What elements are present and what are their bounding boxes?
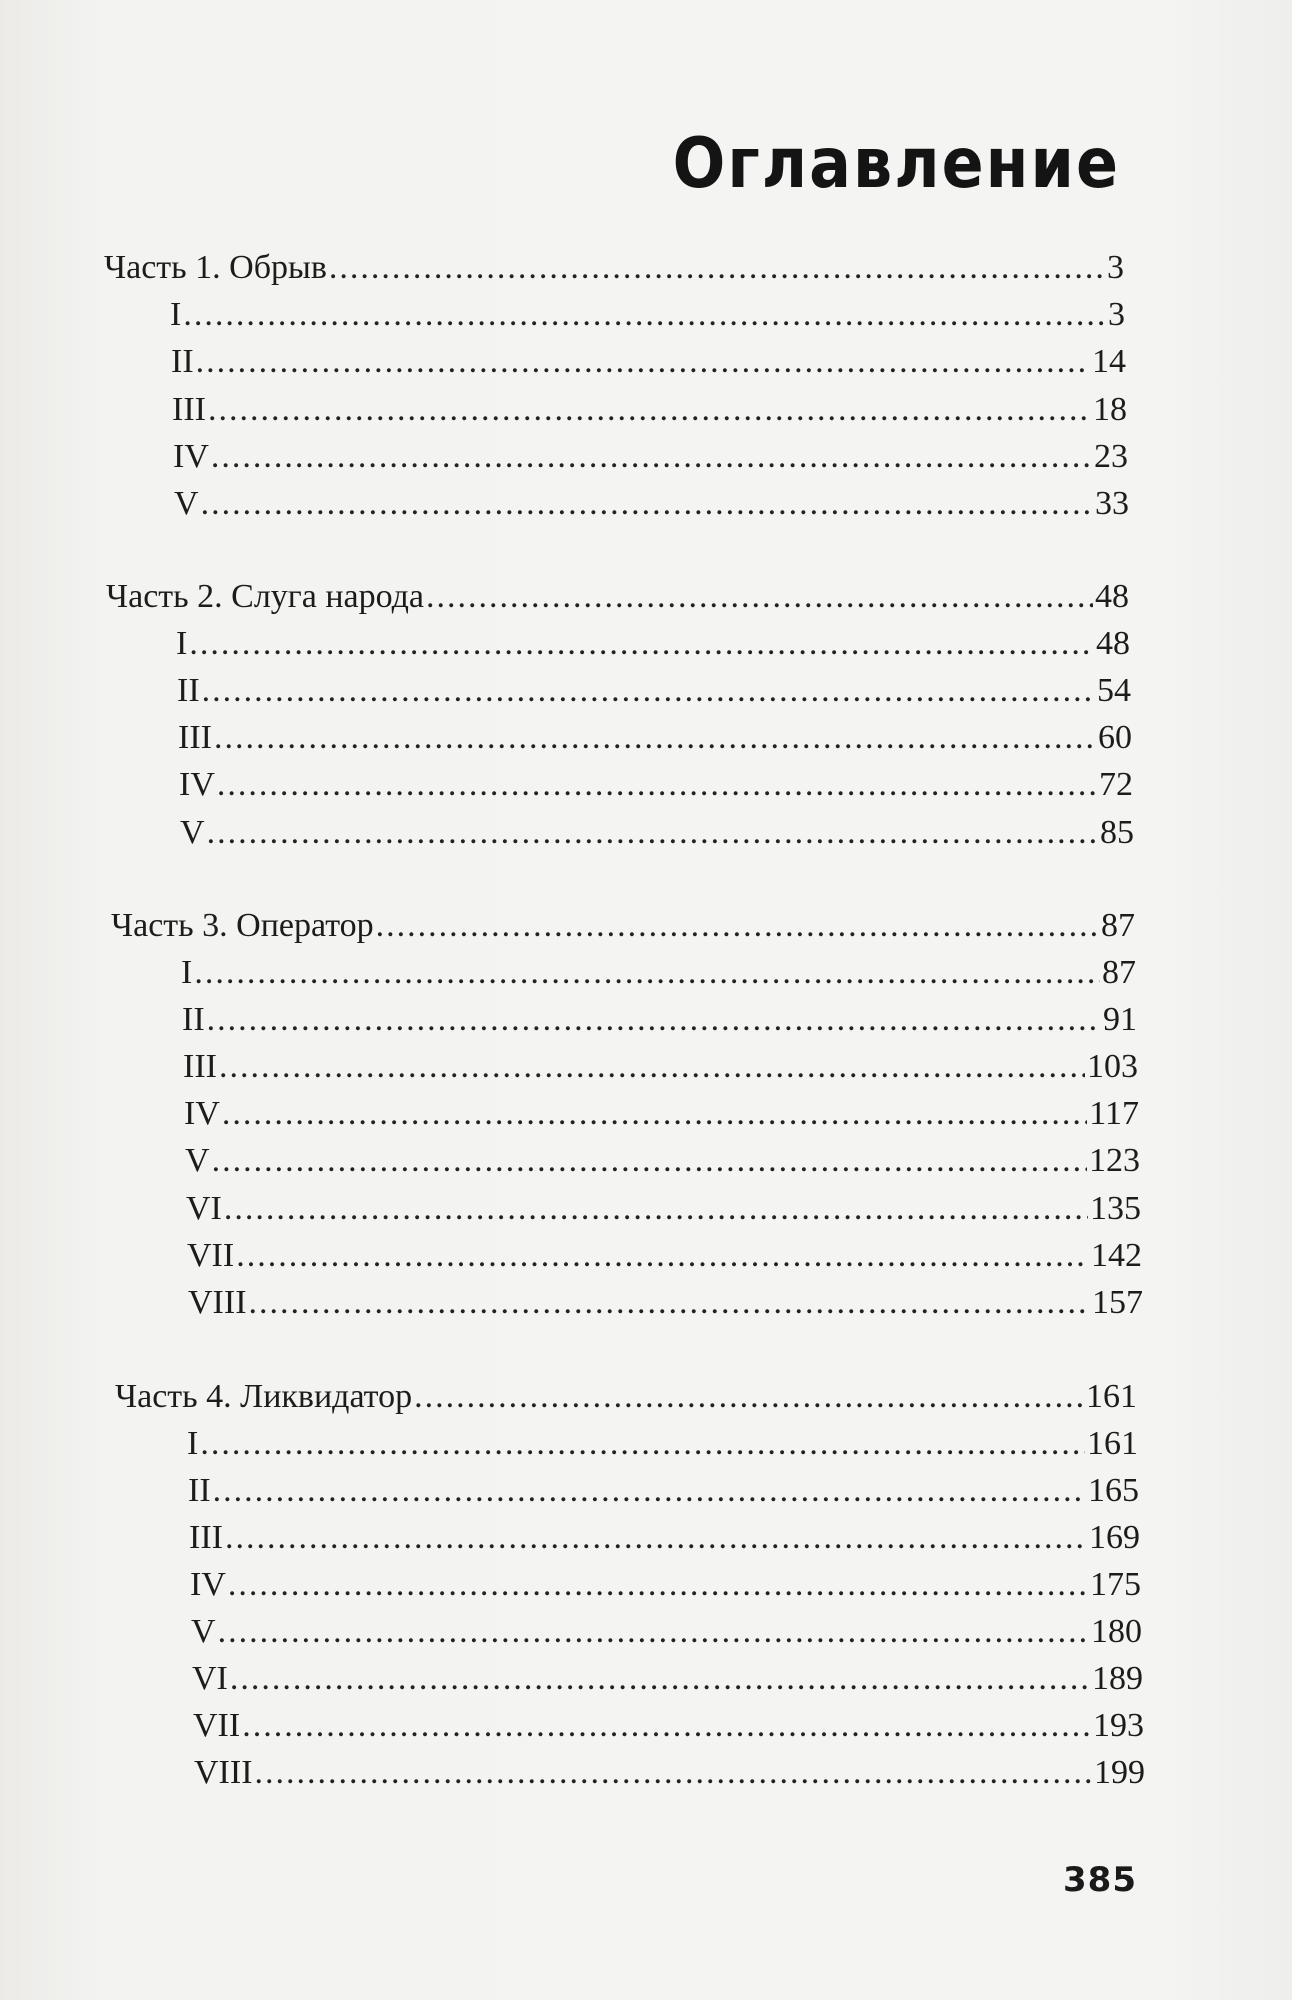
chapter-label: III (178, 719, 212, 756)
chapter-label: III (189, 1519, 223, 1556)
page-number: 385 (1063, 1860, 1137, 1900)
chapter-label: VIII (188, 1284, 247, 1321)
dot-leader (414, 1377, 1084, 1417)
toc-chapter (185, 1141, 1140, 1181)
dot-leader (329, 248, 1105, 288)
chapter-label: II (182, 1001, 205, 1038)
toc-part-3 (111, 906, 1135, 946)
page-ref: 193 (1093, 1707, 1144, 1744)
dot-leader (211, 437, 1092, 477)
page-ref: 3 (1107, 249, 1124, 286)
toc-chapter (173, 437, 1128, 477)
toc-chapter (193, 1706, 1144, 1746)
chapter-label: V (174, 485, 199, 522)
part-title: Часть 4. Ликвидатор (115, 1378, 413, 1415)
page-ref: 189 (1092, 1660, 1143, 1697)
toc-part-1 (104, 248, 1124, 288)
dot-leader (249, 1283, 1090, 1323)
page-ref: 169 (1089, 1519, 1140, 1556)
page-ref: 85 (1100, 814, 1134, 851)
page-ref: 54 (1097, 672, 1131, 709)
page-ref: 165 (1088, 1472, 1139, 1509)
toc-chapter (188, 1283, 1143, 1323)
dot-leader (200, 1424, 1085, 1464)
page-title: Оглавление (672, 122, 1120, 204)
toc-chapter (174, 484, 1129, 524)
page-ref: 157 (1092, 1284, 1143, 1321)
page-ref: 48 (1095, 578, 1129, 615)
page-ref: 117 (1089, 1095, 1139, 1132)
dot-leader (426, 577, 1093, 617)
toc-chapter (192, 1659, 1143, 1699)
page-ref: 103 (1087, 1048, 1138, 1085)
dot-leader (212, 1141, 1087, 1181)
page-ref: 87 (1101, 907, 1135, 944)
chapter-label: V (185, 1142, 210, 1179)
chapter-label: I (176, 625, 188, 662)
dot-leader (376, 906, 1099, 946)
dot-leader (242, 1706, 1091, 1746)
page-ref: 123 (1089, 1142, 1140, 1179)
toc-chapter (177, 671, 1131, 711)
page-ref: 23 (1094, 438, 1128, 475)
part-title: Часть 3. Оператор (111, 907, 374, 944)
chapter-label: IV (173, 438, 209, 475)
toc-chapter (187, 1236, 1142, 1276)
page-ref: 18 (1093, 391, 1127, 428)
chapter-label: IV (179, 766, 215, 803)
toc-chapter (172, 390, 1127, 430)
chapter-label: I (181, 954, 193, 991)
dot-leader (196, 342, 1090, 382)
chapter-label: II (171, 343, 194, 380)
dot-leader (224, 1189, 1088, 1229)
chapter-label: III (183, 1048, 217, 1085)
toc-part-4 (115, 1377, 1137, 1417)
chapter-label: VI (186, 1190, 222, 1227)
dot-leader (230, 1659, 1090, 1699)
chapter-label: V (191, 1613, 216, 1650)
page-ref: 14 (1092, 343, 1126, 380)
page-ref: 161 (1087, 1425, 1138, 1462)
page-ref: 87 (1102, 954, 1136, 991)
page-ref: 91 (1103, 1001, 1137, 1038)
dot-leader (225, 1518, 1087, 1558)
dot-leader (218, 1612, 1089, 1652)
chapter-label: II (188, 1472, 211, 1509)
page-ref: 72 (1099, 766, 1133, 803)
page-ref: 161 (1086, 1378, 1137, 1415)
toc-chapter (178, 718, 1132, 758)
chapter-label: IV (190, 1566, 226, 1603)
dot-leader (214, 718, 1096, 758)
chapter-label: VIII (194, 1754, 253, 1791)
dot-leader (228, 1565, 1088, 1605)
part-title: Часть 2. Слуга народа (106, 578, 425, 615)
dot-leader (219, 1047, 1085, 1087)
dot-leader (201, 484, 1093, 524)
toc-chapter (189, 1518, 1140, 1558)
toc-chapter (179, 765, 1133, 805)
chapter-label: III (172, 391, 206, 428)
toc-chapter (170, 295, 1125, 335)
toc-chapter (183, 1047, 1138, 1087)
chapter-label: VI (192, 1660, 228, 1697)
dot-leader (222, 1094, 1087, 1134)
toc-chapter (194, 1753, 1145, 1793)
chapter-label: IV (184, 1095, 220, 1132)
page-ref: 3 (1108, 296, 1125, 333)
toc-part-2 (106, 577, 1129, 617)
chapter-label: VII (187, 1237, 235, 1274)
page-ref: 33 (1095, 485, 1129, 522)
page-ref: 180 (1091, 1613, 1142, 1650)
page-ref: 135 (1090, 1190, 1141, 1227)
dot-leader (207, 813, 1098, 853)
dot-leader (255, 1753, 1092, 1793)
page-ref: 48 (1096, 625, 1130, 662)
page-ref: 175 (1090, 1566, 1141, 1603)
toc-chapter (190, 1565, 1141, 1605)
part-title: Часть 1. Обрыв (104, 249, 327, 286)
chapter-label: II (177, 672, 200, 709)
toc-chapter (191, 1612, 1142, 1652)
toc-chapter (171, 342, 1126, 382)
chapter-label: I (170, 296, 182, 333)
toc-chapter (176, 624, 1130, 664)
dot-leader (202, 671, 1095, 711)
dot-leader (236, 1236, 1089, 1276)
chapter-label: VII (193, 1707, 241, 1744)
toc-chapter (180, 813, 1134, 853)
page-ref: 142 (1091, 1237, 1142, 1274)
toc-chapter (182, 1000, 1137, 1040)
chapter-label: V (180, 814, 205, 851)
toc-chapter (188, 1471, 1139, 1511)
toc-chapter (181, 953, 1136, 993)
chapter-label: I (187, 1425, 199, 1462)
dot-leader (207, 1000, 1101, 1040)
page-ref: 60 (1098, 719, 1132, 756)
dot-leader (189, 624, 1094, 664)
dot-leader (194, 953, 1100, 993)
toc-chapter (184, 1094, 1139, 1134)
toc-chapter (186, 1189, 1141, 1229)
dot-leader (213, 1471, 1086, 1511)
dot-leader (208, 390, 1091, 430)
toc-chapter (187, 1424, 1138, 1464)
dot-leader (217, 765, 1097, 805)
page-ref: 199 (1094, 1754, 1145, 1791)
dot-leader (183, 295, 1106, 335)
